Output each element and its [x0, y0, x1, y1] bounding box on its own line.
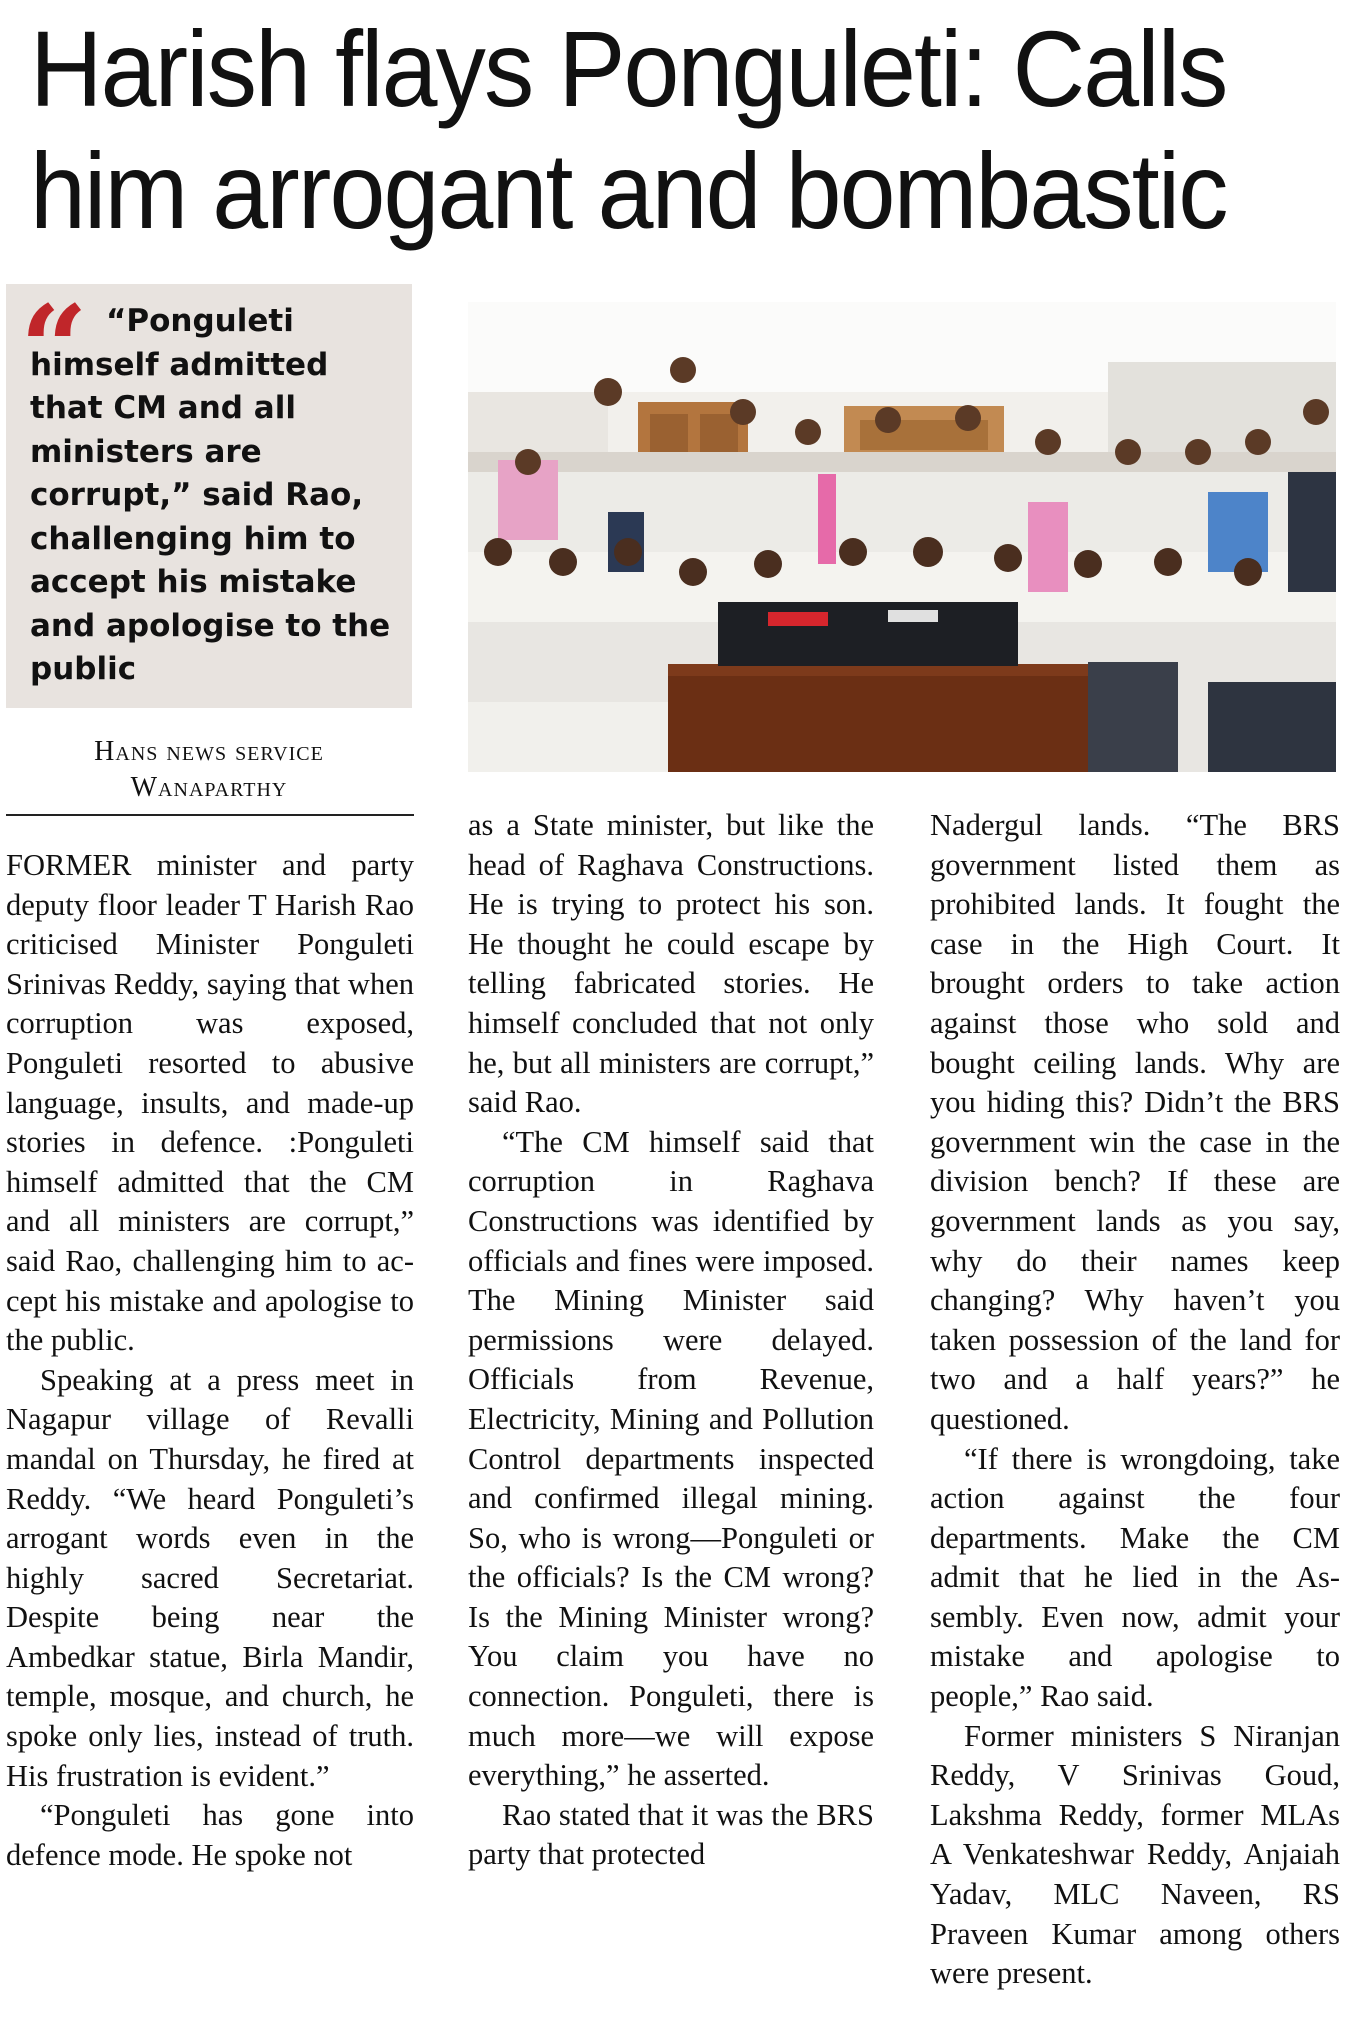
pull-quote-text: “Ponguleti himself admitted that CM and all ministers are corrupt,” said Rao, challenging him to accept his mistake and apologise to the public	[30, 303, 391, 687]
article-paragraph: Nadergul lands. “The BRS government listed them as prohibited lands. It fought the case in the High Court. It brought orders to take action against those who sold and bought ceiling lands. Why are you hiding this? Didn’t the BRS government win the case in the division bench? If these are government lands as you say, why do their names keep changing? Why haven’t you taken possession of the land for two and a half years?” he questioned.	[930, 808, 1340, 1436]
byline	[6, 734, 412, 806]
press-meet-photo	[468, 302, 1336, 772]
article-paragraph: Speaking at a press meet in Nagapur village of Revalli mandal on Thursday, he fired at Reddy. “We heard Ponguleti’s arrogant words even in the highly sacred Secretariat. Despite being near the Ambedkar statue, Birla Mandir, temple, mosque, and church, he spoke only lies, instead of truth. His frustration is evident.”	[6, 1362, 414, 1793]
article-column-2	[468, 806, 874, 1875]
article-paragraph: FORMER minister and party deputy floor leader T Harish Rao criticised Minister Ponguleti Srinivas Reddy, saying that when corruption was exposed, Ponguleti resorted to abusive language, insults, and made-up stories in defence. :Ponguleti himself admitted that the CM and all ministers are corrupt,” said Rao, challenging him to accept his mistake and apologise to the public.	[6, 848, 414, 1358]
article-paragraph: Rao stated that it was the BRS party that protected	[468, 1797, 874, 1872]
quote-mark-icon: “	[20, 279, 88, 418]
headline: Harish flays Ponguleti: Calls him arrogant and bombastic	[30, 8, 1227, 251]
byline-agency: Hans news service	[94, 736, 324, 767]
article-paragraph: as a State minister, but like the head of Raghava Constructions. He is trying to protect his son. He thought he could escape by telling fabricated stories. He himself concluded that not only he, but all ministers are corrupt,” said Rao.	[468, 808, 874, 1120]
article-paragraph: “Ponguleti has gone into defence mode. He spoke not	[6, 1798, 414, 1872]
article-paragraph: Former ministers S Niranjan Reddy, V Srinivas Goud, Lakshma Reddy, former MLAs A Venkateshwar Reddy, Anjaiah Yadav, MLC Naveen, RS Praveen Kumar among others were present.	[930, 1718, 1340, 1991]
article-column-3	[930, 806, 1340, 1994]
article-column-1	[6, 846, 414, 1875]
article-paragraph: “If there is wrongdoing, take action against the four departments. Make the CM admit that he lied in the Assembly. Even now, admit your mistake and apologise to people,” Rao said.	[930, 1441, 1340, 1714]
pull-quote-box	[6, 279, 412, 708]
byline-divider	[6, 814, 414, 816]
article-paragraph: “The CM himself said that corruption in Raghava Constructions was identified by officials and fines were imposed. The Mining Minister said permissions were delayed. Officials from Revenue, Electricity, Mining and Pollution Control departments inspected and confirmed illegal mining. So, who is wrong—Ponguleti or the officials? Is the CM wrong? Is the Mining Minister wrong? You claim you have no connection. Ponguleti, there is much more—we will expose everything,” he asserted.	[468, 1124, 874, 1793]
byline-place: Wanaparthy	[130, 772, 288, 803]
